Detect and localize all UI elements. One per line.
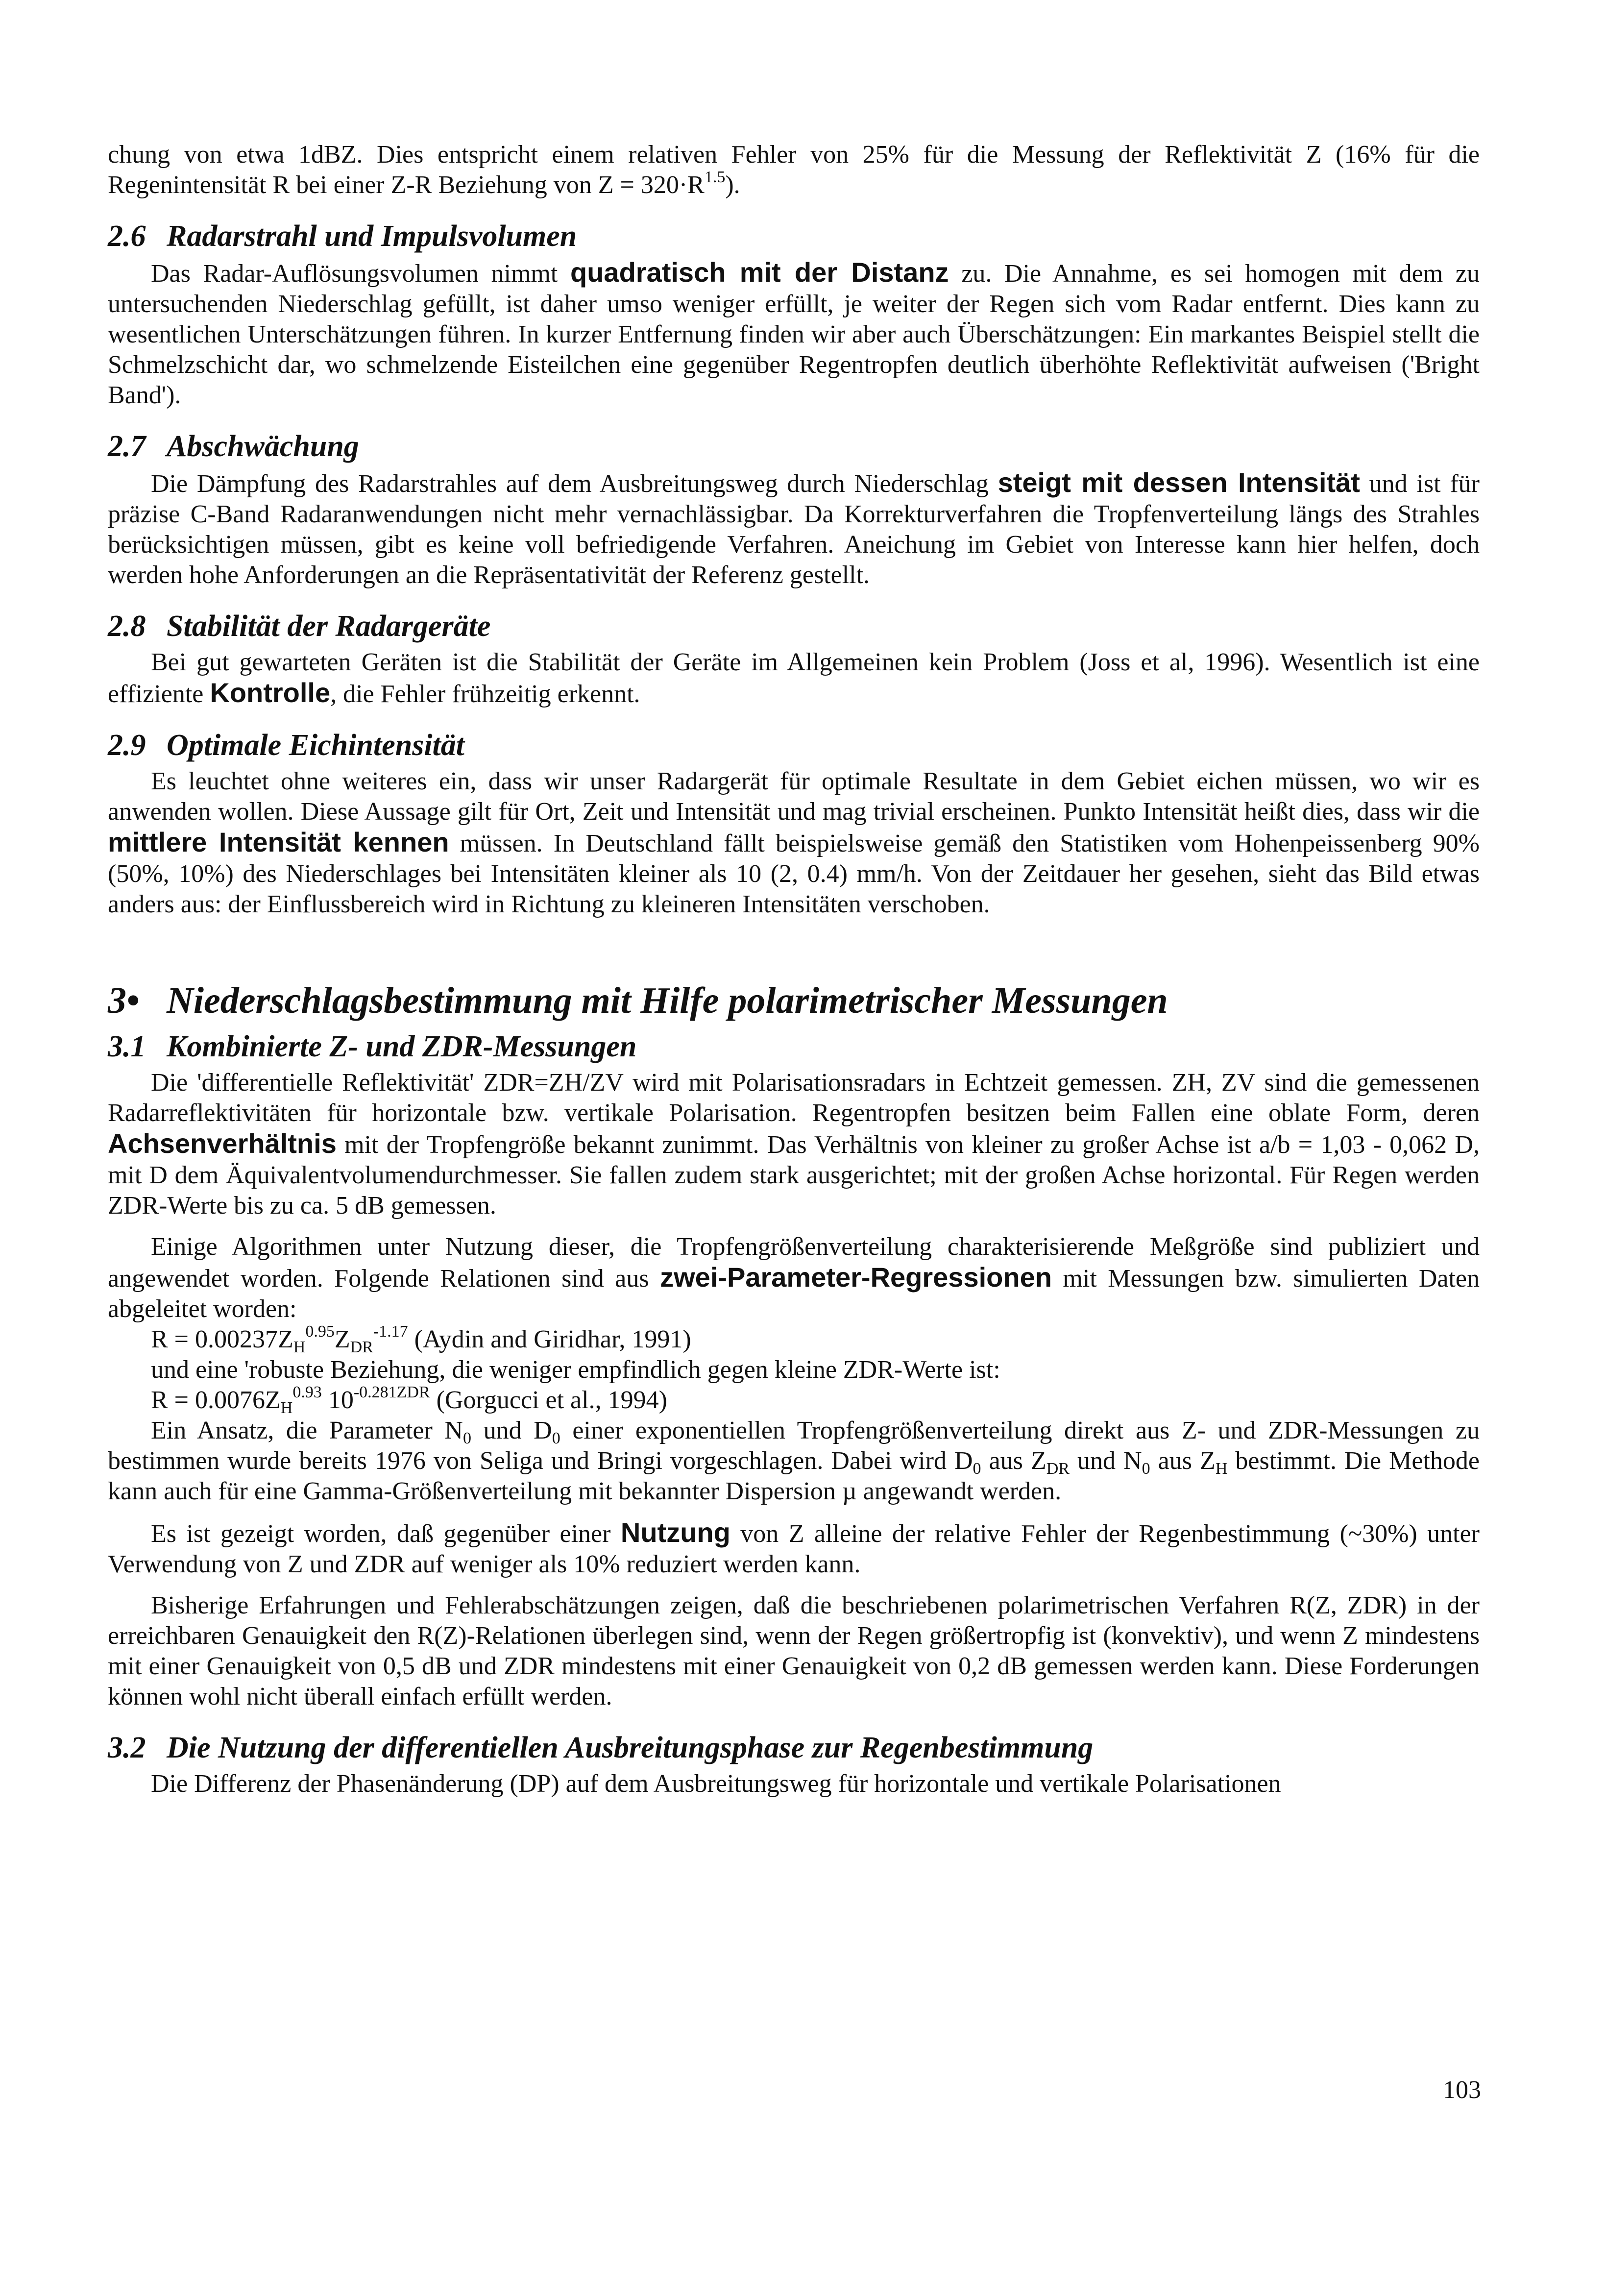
section-title: Stabilität der Radargeräte bbox=[167, 610, 491, 643]
paragraph-text: von Z alleine der relative Fehler der Regenbestimmung (~30%) unter Verwendung von Z und ZDR auf weniger als 10% reduziert werden kann. bbox=[108, 1520, 1480, 1578]
intro-text-end: ). bbox=[725, 171, 740, 199]
section-heading-3-1 bbox=[108, 1028, 1480, 1065]
section-number: 2.9 bbox=[108, 729, 146, 762]
section-heading-2-7 bbox=[108, 428, 1480, 464]
paragraph-text: aus Z bbox=[1150, 1447, 1216, 1475]
keyword: Achsenverhältnis bbox=[108, 1128, 337, 1159]
subscript: 0 bbox=[1142, 1460, 1150, 1478]
paragraph-text: mit der Tropfengröße bekannt zunimmt. Das Verhältnis von kleiner zu großer Achse ist a/b = 1,03 - 0,062 D, mit D dem Äquivalentvolumendurchmesser. Sie fallen zudem stark ausgerichtet; mit der großen Achse horizontal. Für Regen werden ZDR-Werte bis zu ca. 5 dB gemessen. bbox=[108, 1131, 1480, 1220]
paragraph-text: aus Z bbox=[981, 1447, 1046, 1475]
keyword: Kontrolle bbox=[210, 677, 331, 708]
paragraph-text: Ein Ansatz, die Parameter N bbox=[151, 1417, 463, 1444]
paragraph-2-9 bbox=[108, 766, 1480, 920]
page-number: 103 bbox=[1443, 2076, 1481, 2104]
section-number: 2.7 bbox=[108, 430, 146, 463]
exponent: 0.93 bbox=[292, 1383, 322, 1401]
paragraph-text: müssen. In Deutschland fällt beispielsweise gemäß den Statistiken vom Hohenpeissenberg 90% (50%, 10%) des Niederschlages bei Intensitäten kleiner als 10 (2, 0.4) mm/h. Von der Zeitdauer her gesehen, sieht das Bild etwas anders aus: der Einflussbereich wird in Richtung zu kleineren Intensitäten verschoben. bbox=[108, 830, 1480, 918]
paragraph-3-1-e: Bisherige Erfahrungen und Fehlerabschätzungen zeigen, daß die beschriebenen polarimetrischen Verfahren R(Z, ZDR) in der erreichbaren Genauigkeit den R(Z)-Relationen überlegen sind, wenn der Regen größertropfig ist (konvektiv), und wenn Z mindestens mit einer Genauigkeit von 0,5 dB und ZDR mindestens mit einer Genauigkeit von 0,2 dB gemessen werden kann. Diese Forderungen können wohl nicht überall einfach erfüllt werden. bbox=[108, 1591, 1480, 1710]
paragraph-text: zu. Die Annahme, es sei homogen mit dem zu untersuchenden Niederschlag gefüllt, ist daher umso weniger erfüllt, je weiter der Regen sich vom Radar entfernt. Dies kann zu wesentlichen Unterschätzungen führen. In kurzer Entfernung finden wir aber auch Überschätzungen: Ein markantes Beispiel stellt die Schmelzschicht dar, wo schmelzende Eisteilchen eine gegenüber Regentropfen deutlich überhöhte Reflektivität aufweisen ('Bright Band'). bbox=[108, 260, 1480, 409]
paragraph-text: Die Dämpfung des Radarstrahles auf dem Ausbreitungsweg durch Niederschlag bbox=[151, 470, 998, 498]
section-title: Optimale Eichintensität bbox=[167, 729, 465, 762]
keyword: zwei-Parameter-Regressionen bbox=[660, 1262, 1052, 1293]
subscript: 0 bbox=[552, 1429, 560, 1447]
subscript: H bbox=[280, 1399, 293, 1417]
formula-text: R = 0.00237Z bbox=[151, 1325, 293, 1353]
paragraph-text: Die 'differentielle Reflektivität' ZDR=ZH/ZV wird mit Polarisationsradars in Echtzeit gemessen. ZH, ZV sind die gemessenen Radarreflektivitäten für horizontale bzw. vertikale Polarisation. Regentropfen besitzen beim Fallen eine oblate Form, deren bbox=[108, 1069, 1480, 1127]
paragraph-3-1-b bbox=[108, 1232, 1480, 1324]
paragraph-text: Einige Algorithmen unter Nutzung dieser, die Tropfengrößenverteilung charakterisierende Meßgröße sind publiziert und angewendet worden. Folgende Relationen sind aus bbox=[108, 1233, 1480, 1293]
section-number: 3.1 bbox=[108, 1030, 146, 1063]
exponent: 1.5 bbox=[704, 168, 726, 186]
subscript: DR bbox=[1046, 1460, 1070, 1478]
chapter-title: Niederschlagsbestimmung mit Hilfe polarimetrischer Messungen bbox=[167, 980, 1168, 1021]
paragraph-3-1-c bbox=[108, 1416, 1480, 1507]
keyword: mittlere Intensität kennen bbox=[108, 827, 449, 857]
intro-paragraph bbox=[108, 140, 1480, 200]
paragraph-text: Es ist gezeigt worden, daß gegenüber einer bbox=[151, 1520, 621, 1548]
paragraph-text: mit Messungen bzw. simulierten Daten abgeleitet worden: bbox=[108, 1265, 1480, 1323]
section-title: Abschwächung bbox=[167, 430, 359, 463]
paragraph-text: und D bbox=[471, 1417, 552, 1444]
section-heading-2-6 bbox=[108, 218, 1480, 254]
chapter-number: 3• bbox=[108, 980, 140, 1021]
paragraph-3-1-a bbox=[108, 1068, 1480, 1221]
formula-aydin bbox=[108, 1324, 1480, 1355]
formula-citation: (Aydin and Giridhar, 1991) bbox=[408, 1325, 691, 1353]
formula-text: 10 bbox=[321, 1386, 354, 1414]
formula-citation: (Gorgucci et al., 1994) bbox=[430, 1386, 667, 1414]
exponent: 0.95 bbox=[305, 1322, 335, 1341]
paragraph-text: und N bbox=[1069, 1447, 1142, 1475]
exponent: -0.281ZDR bbox=[353, 1383, 430, 1401]
paragraph-2-8 bbox=[108, 647, 1480, 709]
section-number: 2.6 bbox=[108, 220, 146, 253]
paragraph-text: Es leuchtet ohne weiteres ein, dass wir unser Radargerät für optimale Resultate in dem Gebiet eichen müssen, wo wir es anwenden wollen. Diese Aussage gilt für Ort, Zeit und Intensität und mag trivial erscheinen. Punkto Intensität heißt dies, dass wir die bbox=[108, 767, 1480, 826]
section-heading-3-2 bbox=[108, 1730, 1480, 1766]
section-title: Die Nutzung der differentiellen Ausbreitungsphase zur Regenbestimmung bbox=[167, 1731, 1094, 1764]
paragraph-text: , die Fehler frühzeitig erkennt. bbox=[330, 680, 640, 708]
formula-text: R = 0.0076Z bbox=[151, 1386, 281, 1414]
keyword: Nutzung bbox=[620, 1517, 730, 1548]
paragraph-text: Bei gut gewarteten Geräten ist die Stabilität der Geräte im Allgemeinen kein Problem (Joss et al, 1996). Wesentlich ist eine effiziente bbox=[108, 648, 1480, 708]
section-title: Radarstrahl und Impulsvolumen bbox=[167, 220, 577, 253]
subscript: 0 bbox=[973, 1460, 981, 1478]
paragraph-text: bestimmt. Die Methode kann auch für eine Gamma-Größenverteilung mit bekannter Dispersion µ angewandt werden. bbox=[108, 1447, 1480, 1505]
formula-text: Z bbox=[334, 1325, 350, 1353]
section-number: 3.2 bbox=[108, 1731, 146, 1764]
subscript: 0 bbox=[462, 1429, 471, 1447]
keyword: quadratisch mit der Distanz bbox=[570, 257, 949, 288]
subscript: H bbox=[1215, 1460, 1228, 1478]
formula-gorgucci bbox=[108, 1385, 1480, 1416]
paragraph-text: einer exponentiellen Tropfengrößenverteilung direkt aus Z- und ZDR-Messungen zu bestimmen wurde bereits 1976 von Seliga und Bringi vorgeschlagen. Dabei wird D bbox=[108, 1417, 1480, 1475]
formula-note: und eine 'robuste Beziehung, die weniger empfindlich gegen kleine ZDR-Werte ist: bbox=[151, 1356, 1000, 1384]
paragraph-text: Das Radar-Auflösungsvolumen nimmt bbox=[151, 260, 571, 288]
page-content bbox=[108, 140, 1480, 1799]
intro-text: chung von etwa 1dBZ. Dies entspricht einem relativen Fehler von 25% für die Messung der Reflektivität Z (16% für die Regenintensität R bei einer Z-R Beziehung von Z = 320·R bbox=[108, 141, 1480, 199]
section-title: Kombinierte Z- und ZDR-Messungen bbox=[167, 1030, 637, 1063]
paragraph-3-2: Die Differenz der Phasenänderung (DP) auf dem Ausbreitungsweg für horizontale und vertikale Polarisationen bbox=[151, 1770, 1281, 1798]
section-heading-2-8 bbox=[108, 608, 1480, 644]
paragraph-text: und ist für präzise C-Band Radaranwendungen nicht mehr vernachlässigbar. Da Korrekturverfahren die Tropfenverteilung längs des Strahles berücksichtigen müssen, gibt es keine voll befriedigende Verfahren. Aneichung im Gebiet von Interesse kann hier helfen, doch werden hohe Anforderungen an die Repräsentativität der Referenz gestellt. bbox=[108, 470, 1480, 589]
paragraph-2-7 bbox=[108, 467, 1480, 590]
paragraph-3-1-d bbox=[108, 1517, 1480, 1580]
section-heading-2-9 bbox=[108, 727, 1480, 763]
section-number: 2.8 bbox=[108, 610, 146, 643]
subscript: H bbox=[293, 1338, 306, 1356]
subscript: DR bbox=[350, 1338, 373, 1356]
chapter-heading-3 bbox=[108, 978, 1480, 1023]
paragraph-2-6 bbox=[108, 257, 1480, 411]
exponent: -1.17 bbox=[373, 1322, 408, 1341]
keyword: steigt mit dessen Intensität bbox=[998, 467, 1360, 498]
